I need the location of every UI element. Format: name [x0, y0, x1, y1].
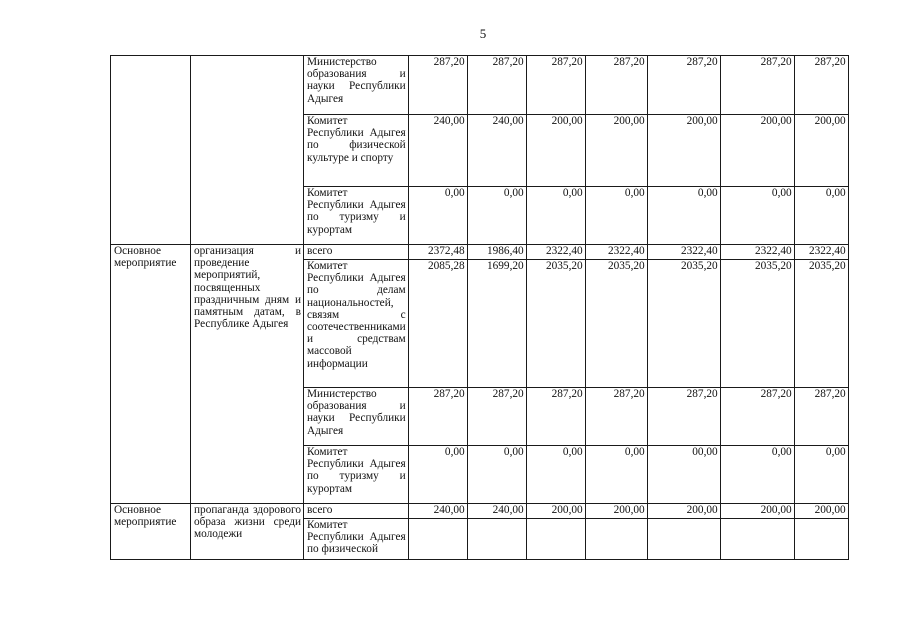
funding-value-cell: 200,00 — [585, 115, 647, 187]
funding-value-cell — [526, 519, 585, 560]
funding-value-cell: 2372,48 — [408, 245, 467, 260]
table-row — [111, 245, 849, 260]
funding-value-cell: 287,20 — [467, 388, 526, 446]
funding-value-cell: 287,20 — [408, 56, 467, 115]
funding-value-cell: 2322,40 — [585, 245, 647, 260]
funding-value-cell: 200,00 — [526, 504, 585, 519]
funding-value-cell — [585, 519, 647, 560]
funding-value-cell — [408, 519, 467, 560]
funding-value-cell: 0,00 — [720, 446, 794, 504]
funding-value-cell: 287,20 — [467, 56, 526, 115]
funding-value-cell: 200,00 — [647, 504, 720, 519]
funding-value-cell: 287,20 — [794, 388, 848, 446]
executor-cell: всего — [304, 504, 409, 519]
funding-value-cell: 287,20 — [647, 56, 720, 115]
funding-value-cell: 287,20 — [526, 388, 585, 446]
funding-value-cell: 2035,20 — [647, 260, 720, 388]
activity-description-cell: пропаганда здорового образа жизни среди молодежи — [191, 504, 304, 560]
funding-value-cell: 2035,20 — [585, 260, 647, 388]
funding-value-cell: 200,00 — [720, 115, 794, 187]
funding-value-cell: 0,00 — [794, 446, 848, 504]
funding-value-cell: 240,00 — [467, 504, 526, 519]
funding-value-cell: 287,20 — [585, 388, 647, 446]
executor-cell: Комитет Республики Адыгея по физической — [304, 519, 409, 560]
funding-value-cell: 240,00 — [408, 504, 467, 519]
funding-value-cell: 00,00 — [647, 446, 720, 504]
executor-cell: Комитет Республики Адыгея по делам национальностей, связям с соотечественниками и средствам массовой информации — [304, 260, 409, 388]
funding-value-cell — [647, 519, 720, 560]
activity-description-cell: организация и проведение мероприятий, посвященных праздничным дням и памятным датам, в Республике Адыгея — [191, 245, 304, 504]
funding-value-cell: 2322,40 — [647, 245, 720, 260]
funding-value-cell: 200,00 — [794, 115, 848, 187]
funding-value-cell: 0,00 — [585, 446, 647, 504]
funding-value-cell: 0,00 — [794, 187, 848, 245]
budget-table — [110, 55, 849, 560]
activity-type-cell — [111, 56, 191, 245]
funding-value-cell: 2085,28 — [408, 260, 467, 388]
funding-value-cell: 2035,20 — [720, 260, 794, 388]
funding-value-cell: 200,00 — [720, 504, 794, 519]
funding-value-cell — [720, 519, 794, 560]
page-number: 5 — [479, 26, 487, 41]
funding-value-cell: 200,00 — [526, 115, 585, 187]
funding-value-cell: 200,00 — [794, 504, 848, 519]
executor-cell: Комитет Республики Адыгея по туризму и курортам — [304, 187, 409, 245]
table-body — [111, 56, 849, 560]
funding-value-cell: 0,00 — [720, 187, 794, 245]
executor-cell: Министерство образования и науки Республики Адыгея — [304, 388, 409, 446]
funding-value-cell: 0,00 — [585, 187, 647, 245]
funding-value-cell: 287,20 — [647, 388, 720, 446]
funding-value-cell: 0,00 — [526, 187, 585, 245]
funding-value-cell: 0,00 — [526, 446, 585, 504]
funding-value-cell: 2322,40 — [526, 245, 585, 260]
funding-value-cell: 287,20 — [720, 56, 794, 115]
funding-value-cell: 0,00 — [467, 187, 526, 245]
funding-value-cell — [794, 519, 848, 560]
funding-value-cell: 1986,40 — [467, 245, 526, 260]
funding-value-cell: 240,00 — [408, 115, 467, 187]
funding-value-cell: 287,20 — [408, 388, 467, 446]
executor-cell: всего — [304, 245, 409, 260]
funding-value-cell: 2322,40 — [794, 245, 848, 260]
activity-description-cell — [191, 56, 304, 245]
activity-type-cell: Основное мероприятие — [111, 504, 191, 560]
funding-value-cell: 240,00 — [467, 115, 526, 187]
funding-value-cell: 287,20 — [526, 56, 585, 115]
funding-value-cell: 200,00 — [585, 504, 647, 519]
funding-value-cell — [467, 519, 526, 560]
executor-cell: Комитет Республики Адыгея по туризму и курортам — [304, 446, 409, 504]
funding-value-cell: 287,20 — [720, 388, 794, 446]
funding-value-cell: 1699,20 — [467, 260, 526, 388]
funding-value-cell: 287,20 — [585, 56, 647, 115]
funding-value-cell: 2035,20 — [526, 260, 585, 388]
funding-value-cell: 2322,40 — [720, 245, 794, 260]
funding-value-cell: 2035,20 — [794, 260, 848, 388]
executor-cell: Комитет Республики Адыгея по физической культуре и спорту — [304, 115, 409, 187]
executor-cell: Министерство образования и науки Республики Адыгея — [304, 56, 409, 115]
funding-value-cell: 0,00 — [467, 446, 526, 504]
table-row — [111, 504, 849, 519]
table-row — [111, 56, 849, 115]
funding-value-cell: 0,00 — [647, 187, 720, 245]
funding-value-cell: 287,20 — [794, 56, 848, 115]
funding-value-cell: 0,00 — [408, 446, 467, 504]
funding-value-cell: 200,00 — [647, 115, 720, 187]
activity-type-cell: Основное мероприятие — [111, 245, 191, 504]
funding-value-cell: 0,00 — [408, 187, 467, 245]
